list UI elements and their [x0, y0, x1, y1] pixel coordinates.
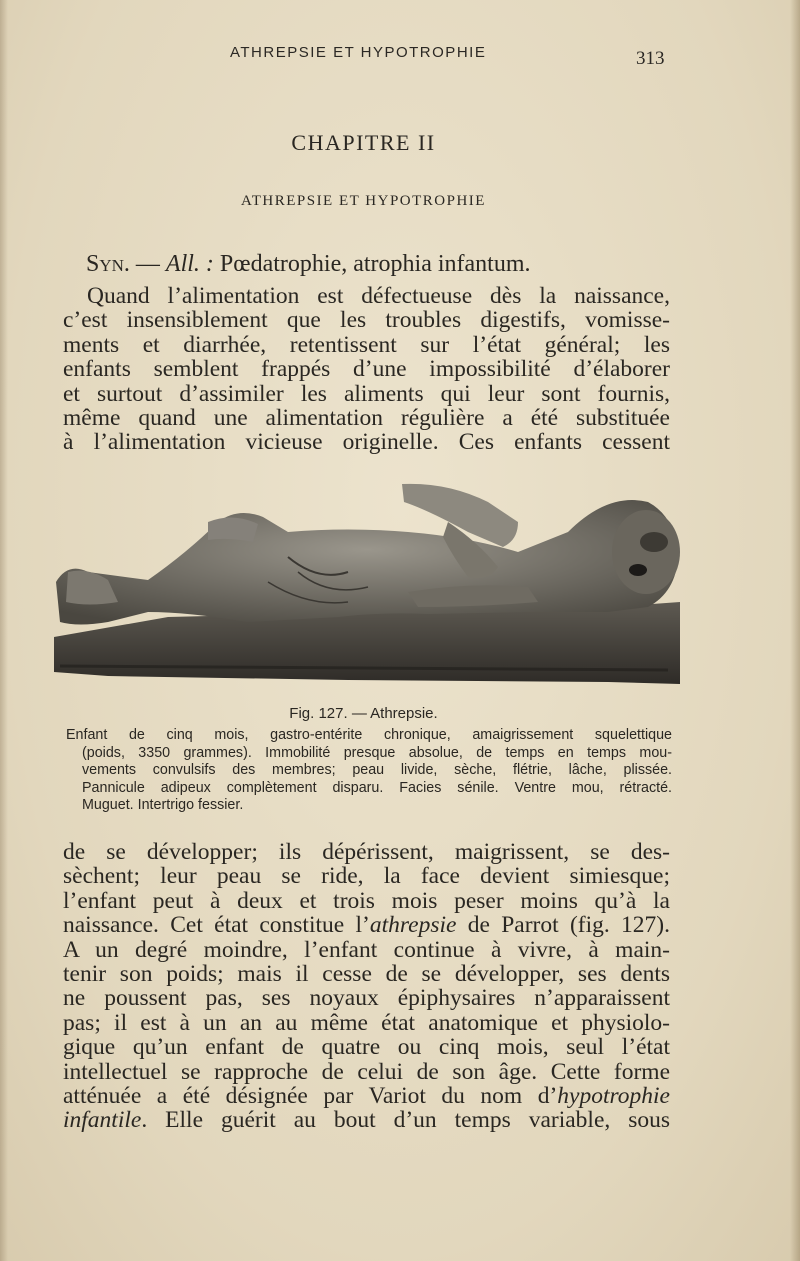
text-line: c’est insensiblement que les troubles digestifs, vomisse- — [63, 307, 670, 334]
text-line: ne poussent pas, ses noyaux épiphysaires n’apparaissent — [63, 985, 670, 1012]
section-title: ATHREPSIE ET HYPOTROPHIE — [241, 193, 486, 209]
text-line: A un degré moindre, l’enfant continue à vivre, à main- — [63, 936, 670, 963]
synonyms-dash: — — [129, 251, 166, 277]
text-line: même quand une alimentation régulière a été substituée — [63, 404, 670, 431]
term-athrepsie: athrepsie — [369, 912, 457, 939]
legend-line: Muguet. Intertrigo fessier. — [82, 797, 244, 813]
paragraph-continuation — [63, 840, 670, 1133]
page-number: 313 — [636, 48, 665, 69]
text-line: Quand l’alimentation est défectueuse dès la naissance, — [87, 283, 670, 309]
text-line — [63, 1108, 670, 1132]
page-edge-shadow-right — [790, 0, 800, 1261]
paragraph-intro — [63, 284, 670, 455]
text-line — [63, 1084, 670, 1108]
text-segment: atténuée a été désignée par Variot du nom d’ — [63, 1082, 558, 1109]
term-hypotrophie: hypotrophie — [557, 1082, 670, 1109]
text-line: et surtout d’assimiler les aliments qui leur sont fournis, — [63, 380, 670, 407]
text-segment: naissance. Cet état constitue l’ — [63, 912, 370, 939]
text-line: enfants semblent frappés d’une impossibilité d’élaborer — [63, 356, 670, 383]
text-line: à l’alimentation vicieuse originelle. Ces enfants cessent — [63, 429, 670, 456]
text-segment: . Elle guérit au bout d’un temps variable, sous — [141, 1107, 670, 1134]
chapter-title: CHAPITRE II — [291, 130, 436, 155]
infant-photograph — [48, 462, 684, 690]
figure-legend — [66, 727, 672, 815]
term-infantile: infantile — [63, 1107, 142, 1134]
text-line: pas; il est à un an au même état anatomique et physiolo- — [63, 1009, 670, 1036]
legend-line: Enfant de cinq mois, gastro-entérite chronique, amaigrissement squelettique — [66, 727, 672, 743]
text-line: intellectuel se rapproche de celui de son âge. Cette forme — [63, 1058, 670, 1085]
page-edge-shadow-left — [0, 0, 8, 1261]
running-head: ATHREPSIE ET HYPOTROPHIE — [230, 44, 487, 61]
text-line: de se développer; ils dépérissent, maigrissent, se des- — [63, 839, 670, 865]
text-line: l’enfant peut à deux et trois mois peser moins qu’à la — [63, 887, 670, 914]
synonyms-label: Syn. — [86, 251, 130, 277]
text-segment: de Parrot (fig. 127). — [456, 912, 670, 939]
synonyms-language: All. : — [165, 251, 214, 277]
text-line — [63, 913, 670, 937]
figure-caption: Fig. 127. — Athrepsie. — [289, 705, 438, 722]
legend-line: Pannicule adipeux complètement disparu. Facies sénile. Ventre mou, rétracté. — [82, 779, 672, 796]
synonyms-line — [86, 251, 686, 278]
figure-photograph — [48, 462, 684, 690]
text-line: sèchent; leur peau se ride, la face devient simiesque; — [63, 863, 670, 890]
synonyms-terms: Pœdatrophie, atrophia infantum. — [213, 251, 531, 277]
legend-line: vements convulsifs des membres; peau livide, sèche, flétrie, lâche, plissée. — [82, 762, 672, 778]
text-line: ments et diarrhée, retentissent sur l’état général; les — [63, 331, 670, 358]
legend-line: (poids, 3350 grammes). Immobilité presque absolue, de temps en temps mou- — [82, 744, 672, 761]
text-line: tenir son poids; mais il cesse de se développer, ses dents — [63, 960, 670, 987]
text-line: gique qu’un enfant de quatre ou cinq mois, seul l’état — [63, 1034, 670, 1061]
